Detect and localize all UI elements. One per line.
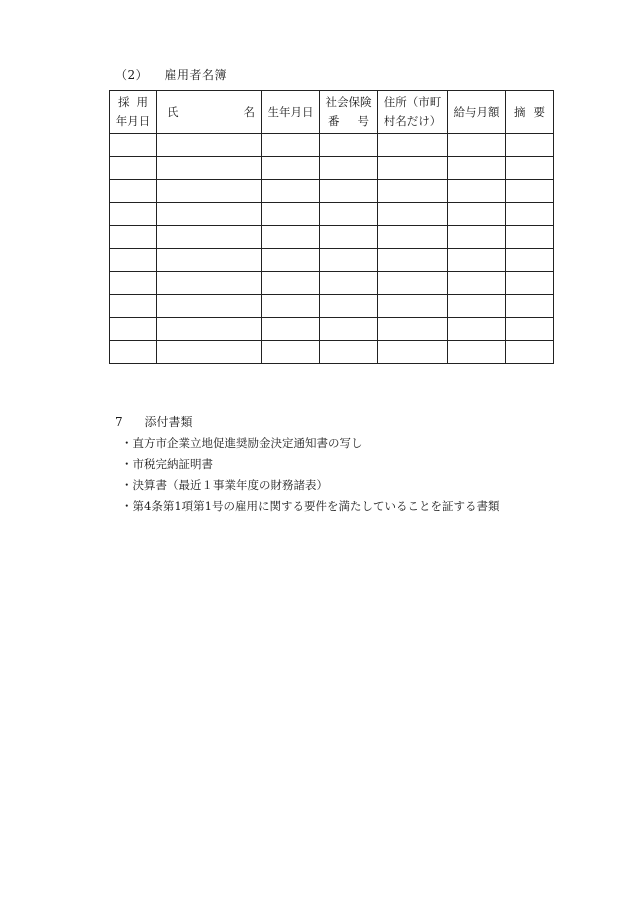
cell-remarks bbox=[506, 272, 554, 295]
header-insurance-number bbox=[320, 91, 378, 134]
cell-insurance-number bbox=[320, 157, 378, 180]
cell-birth-date bbox=[262, 318, 320, 341]
cell-remarks bbox=[506, 341, 554, 364]
table-body bbox=[110, 134, 554, 364]
table-row bbox=[110, 180, 554, 203]
cell-address bbox=[378, 203, 448, 226]
list-item: ・ 直方市企業立地促進奨励金決定通知書の写し bbox=[121, 433, 499, 454]
header-name-part2: 名 bbox=[243, 104, 255, 119]
cell-address bbox=[378, 226, 448, 249]
cell-insurance-number bbox=[320, 341, 378, 364]
cell-name bbox=[157, 318, 262, 341]
list-item: ・ 第4条第1項第1号の雇用に関する要件を満たしていることを証する書類 bbox=[121, 496, 499, 517]
cell-monthly-salary bbox=[448, 180, 506, 203]
cell-insurance-number bbox=[320, 134, 378, 157]
cell-name bbox=[157, 341, 262, 364]
cell-hire-date bbox=[110, 226, 157, 249]
cell-address bbox=[378, 180, 448, 203]
cell-insurance-number bbox=[320, 180, 378, 203]
header-name bbox=[157, 91, 262, 134]
cell-remarks bbox=[506, 180, 554, 203]
section-number: （2） bbox=[115, 68, 149, 82]
cell-remarks bbox=[506, 249, 554, 272]
header-hire-date-part2: 用 bbox=[136, 95, 148, 109]
cell-name bbox=[157, 180, 262, 203]
cell-name bbox=[157, 272, 262, 295]
cell-insurance-number bbox=[320, 295, 378, 318]
cell-remarks bbox=[506, 134, 554, 157]
cell-insurance-number bbox=[320, 318, 378, 341]
attachments-list bbox=[121, 433, 499, 517]
cell-remarks bbox=[506, 157, 554, 180]
cell-remarks bbox=[506, 295, 554, 318]
header-insurance-part2: 番 bbox=[328, 114, 340, 128]
table-row bbox=[110, 295, 554, 318]
cell-monthly-salary bbox=[448, 318, 506, 341]
cell-birth-date bbox=[262, 157, 320, 180]
attachments-heading bbox=[115, 413, 192, 430]
cell-insurance-number bbox=[320, 203, 378, 226]
cell-address bbox=[378, 249, 448, 272]
table-row bbox=[110, 134, 554, 157]
cell-birth-date bbox=[262, 203, 320, 226]
cell-birth-date bbox=[262, 134, 320, 157]
cell-birth-date bbox=[262, 226, 320, 249]
cell-hire-date bbox=[110, 180, 157, 203]
cell-birth-date bbox=[262, 341, 320, 364]
cell-address bbox=[378, 134, 448, 157]
cell-hire-date bbox=[110, 249, 157, 272]
table-header-row bbox=[110, 91, 554, 134]
attachments-title: 添付書類 bbox=[144, 415, 193, 429]
cell-address bbox=[378, 272, 448, 295]
cell-name bbox=[157, 157, 262, 180]
cell-insurance-number bbox=[320, 249, 378, 272]
cell-name bbox=[157, 134, 262, 157]
header-name-part1: 氏 bbox=[167, 104, 179, 119]
cell-address bbox=[378, 295, 448, 318]
header-address-part1: 住所（市町 bbox=[383, 95, 442, 109]
header-address-part2: 村名だけ） bbox=[383, 114, 442, 128]
table-row bbox=[110, 341, 554, 364]
cell-monthly-salary bbox=[448, 249, 506, 272]
list-item: ・ 市税完納証明書 bbox=[121, 454, 499, 475]
list-item: ・ 決算書（最近１事業年度の財務諸表） bbox=[121, 475, 499, 496]
header-birth-date: 生年月日 bbox=[262, 91, 320, 134]
header-monthly-salary: 給与月額 bbox=[448, 91, 506, 134]
table-row bbox=[110, 272, 554, 295]
cell-hire-date bbox=[110, 318, 157, 341]
cell-hire-date bbox=[110, 157, 157, 180]
cell-monthly-salary bbox=[448, 295, 506, 318]
cell-insurance-number bbox=[320, 226, 378, 249]
section-title: 雇用者名簿 bbox=[164, 68, 227, 82]
cell-hire-date bbox=[110, 295, 157, 318]
employee-roster-table bbox=[109, 90, 554, 364]
table-row bbox=[110, 157, 554, 180]
cell-hire-date bbox=[110, 134, 157, 157]
cell-hire-date bbox=[110, 272, 157, 295]
section-heading bbox=[115, 66, 227, 83]
cell-birth-date bbox=[262, 180, 320, 203]
table-row bbox=[110, 203, 554, 226]
cell-insurance-number bbox=[320, 272, 378, 295]
cell-address bbox=[378, 341, 448, 364]
cell-monthly-salary bbox=[448, 341, 506, 364]
cell-remarks bbox=[506, 318, 554, 341]
cell-name bbox=[157, 249, 262, 272]
header-insurance-part1: 社会保険 bbox=[325, 95, 372, 109]
header-hire-date-part1: 採 bbox=[118, 95, 130, 109]
header-hire-date bbox=[110, 91, 157, 134]
attachments-number: 7 bbox=[115, 415, 123, 429]
cell-monthly-salary bbox=[448, 157, 506, 180]
table-row bbox=[110, 249, 554, 272]
header-hire-date-part3: 年月日 bbox=[115, 114, 151, 128]
cell-monthly-salary bbox=[448, 203, 506, 226]
cell-birth-date bbox=[262, 272, 320, 295]
header-address bbox=[378, 91, 448, 134]
cell-monthly-salary bbox=[448, 226, 506, 249]
cell-name bbox=[157, 295, 262, 318]
header-insurance-part3: 号 bbox=[357, 114, 369, 128]
header-remarks-part1: 摘 bbox=[514, 104, 526, 119]
cell-name bbox=[157, 203, 262, 226]
cell-birth-date bbox=[262, 249, 320, 272]
cell-monthly-salary bbox=[448, 134, 506, 157]
cell-remarks bbox=[506, 203, 554, 226]
cell-hire-date bbox=[110, 203, 157, 226]
table-row bbox=[110, 226, 554, 249]
cell-address bbox=[378, 157, 448, 180]
cell-address bbox=[378, 318, 448, 341]
header-remarks bbox=[506, 91, 554, 134]
cell-name bbox=[157, 226, 262, 249]
cell-birth-date bbox=[262, 295, 320, 318]
cell-remarks bbox=[506, 226, 554, 249]
cell-hire-date bbox=[110, 341, 157, 364]
cell-monthly-salary bbox=[448, 272, 506, 295]
table-row bbox=[110, 318, 554, 341]
header-remarks-part2: 要 bbox=[533, 104, 545, 119]
